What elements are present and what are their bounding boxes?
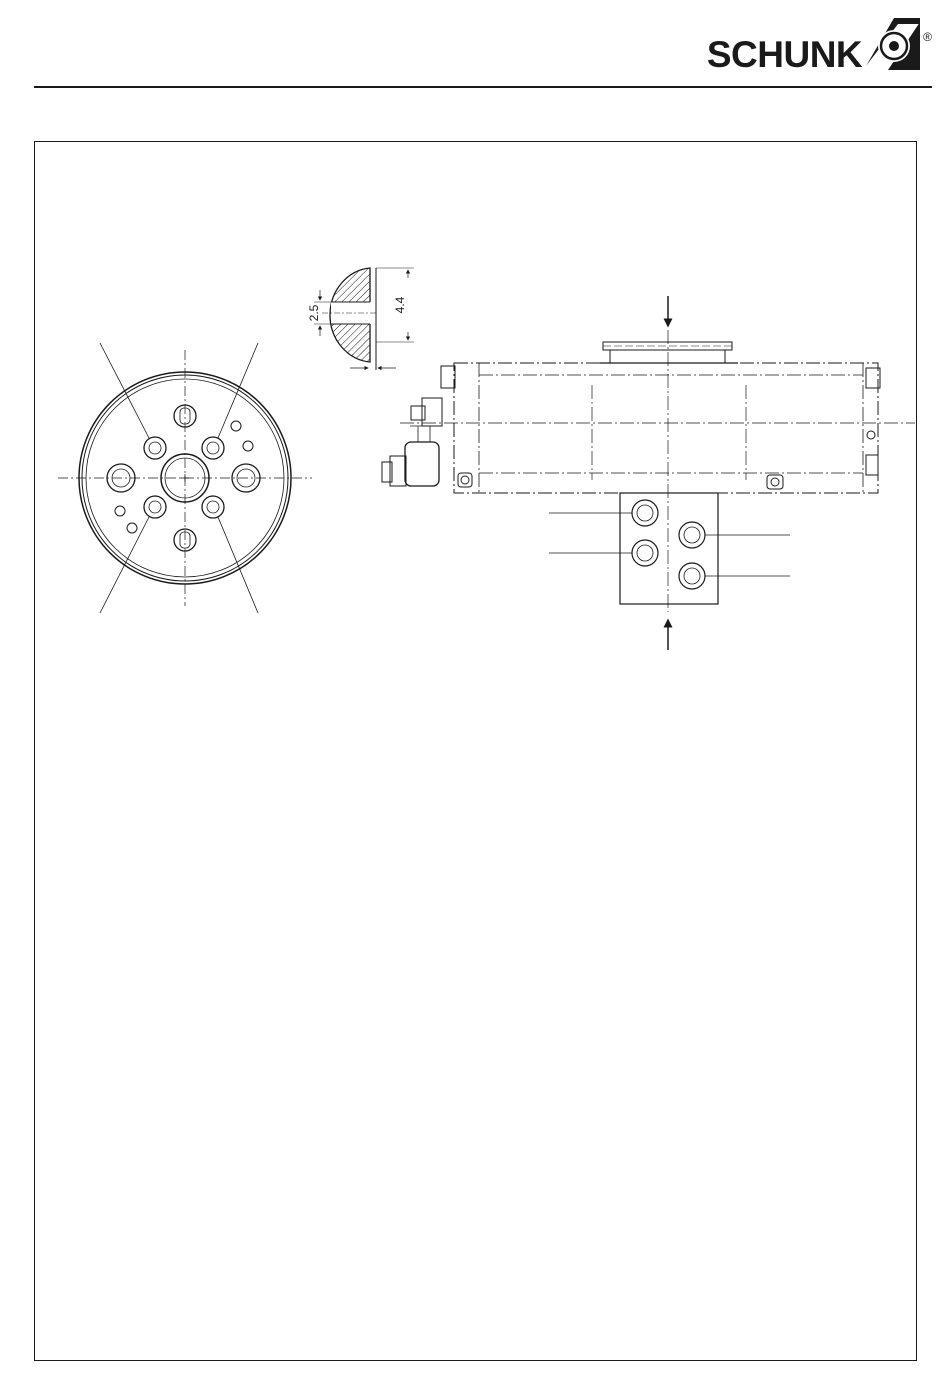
port-lower-right (202, 496, 224, 518)
valve-block (405, 442, 439, 486)
leader-line (100, 343, 149, 438)
unit-side-view (382, 296, 915, 650)
brand-name: SCHUNK (706, 34, 863, 75)
port-lower-left (144, 496, 166, 518)
pin-hole (115, 506, 125, 516)
seal-section-detail (314, 268, 414, 370)
top-cap (603, 342, 732, 350)
leader-line (218, 517, 258, 613)
port-block (620, 493, 718, 604)
dimension-inner-label: 2.5 (307, 304, 321, 322)
pin-hole (243, 441, 253, 451)
leader-line (100, 517, 149, 613)
registered-mark: ® (923, 30, 932, 44)
flange-front-view (58, 343, 312, 613)
port-upper-right (202, 437, 224, 459)
pin-hole (127, 523, 137, 533)
leader-line (218, 343, 258, 438)
dimension-outer-label: 4.4 (393, 296, 407, 314)
main-body (454, 363, 878, 493)
port-upper-left (144, 437, 166, 459)
pin-hole (231, 421, 241, 431)
